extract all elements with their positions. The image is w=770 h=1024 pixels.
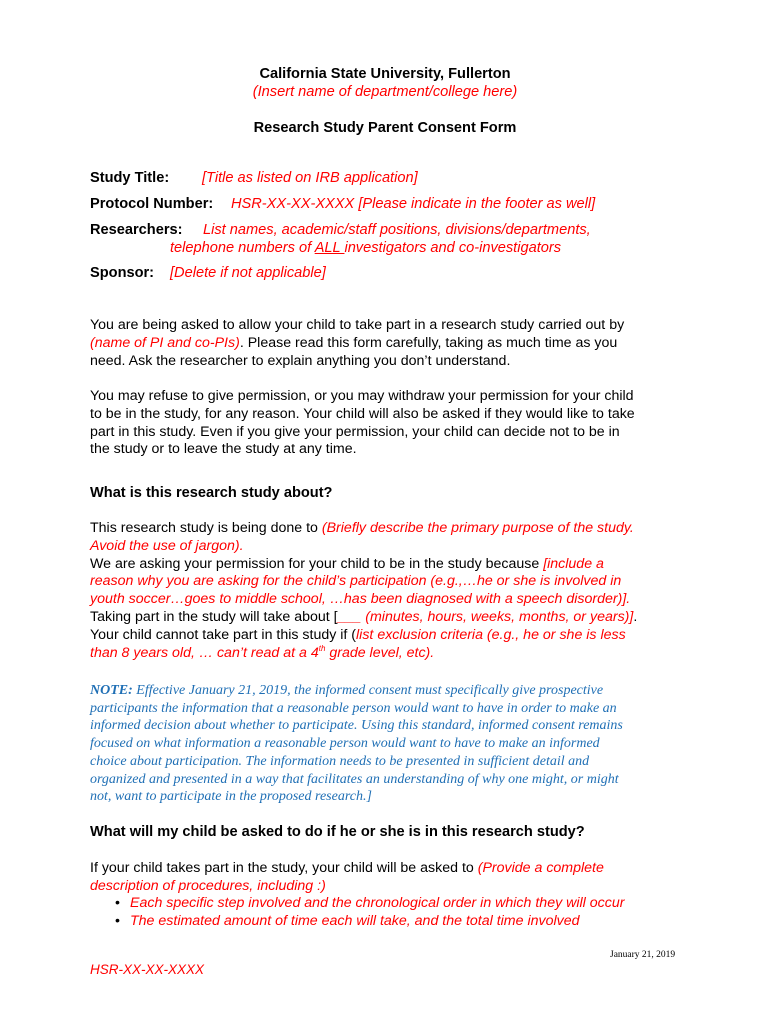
footer-protocol-number: HSR-XX-XX-XXXX bbox=[90, 962, 205, 977]
university-name: California State University, Fullerton bbox=[259, 66, 511, 82]
list-item: • Each specific step involved and the chronological order in which they will occur bbox=[115, 895, 625, 911]
form-title: Research Study Parent Consent Form bbox=[253, 120, 517, 136]
procedures-paragraph: If your child takes part in the study, your child will be asked to (Provide a complete description of procedures, including :) bbox=[90, 860, 604, 894]
intro-paragraph: You are being asked to allow your child to take part in a research study carried out by (name of PI and co-PIs). Please read this form carefully, taking as much time as you need. Ask the researcher to explain anything you don’t understand. bbox=[90, 317, 625, 369]
section-heading-child-asked: What will my child be asked to do if he or she is in this research study? bbox=[90, 824, 585, 840]
researchers-value-line1: List names, academic/staff positions, divisions/departments, bbox=[203, 222, 591, 238]
sponsor-value: [Delete if not applicable] bbox=[170, 265, 326, 281]
list-item: • The estimated amount of time each will take, and the total time involved bbox=[115, 913, 580, 929]
bullet-icon: • bbox=[115, 895, 120, 911]
study-title-value: [Title as listed on IRB application] bbox=[202, 170, 418, 186]
section-heading-study-about: What is this research study about? bbox=[90, 485, 333, 501]
protocol-value: HSR-XX-XX-XXXX [Please indicate in the footer as well] bbox=[231, 196, 596, 212]
refuse-paragraph: You may refuse to give permission, or you may withdraw your permission for your child to be in the study, for any reason. Your child will also be asked if they would like to take part in this study. Even if you give your permission, your child can decide not to be in the study or to leave the study at any time. bbox=[90, 388, 635, 458]
informed-consent-note: NOTE: Effective January 21, 2019, the informed consent must specifically give prospective participants the information that a reasonable person would want to have in order to make an informed decision about whether to participate. Using this standard, informed consent remains focused on what information a reasonable person would want to have to make an informed choice about participation. The information needs to be presented in sufficient detail and organized and presented in a way that facilitates an understanding of why one might, or might not, want to participate in the proposed research.] bbox=[90, 683, 623, 805]
study-title-label: Study Title: bbox=[90, 170, 170, 186]
study-about-paragraph: This research study is being done to (Briefly describe the primary purpose of the study. Avoid the use of jargon). We are asking your permission for your child to be in the study because [include a reason why you are asking for the child’s participation (e.g.,…he or she is involved in youth soccer…goes to middle school, …has been diagnosed with a speech disorder)]. Taking part in the study will take about [___ (minutes, hours, weeks, months, or years)]. Your child cannot take part in this study if (list exclusion criteria (e.g., he or she is less than 8 years old, … can’t read at a 4th grade level, etc). bbox=[90, 520, 638, 661]
department-placeholder: (Insert name of department/college here) bbox=[252, 84, 518, 100]
researchers-value-line2: telephone numbers of ALL investigators and co-investigators bbox=[170, 240, 562, 256]
researchers-label: Researchers: bbox=[90, 222, 183, 238]
bullet-icon: • bbox=[115, 913, 120, 929]
footer-date: January 21, 2019 bbox=[610, 950, 676, 960]
sponsor-label: Sponsor: bbox=[90, 265, 155, 281]
protocol-label: Protocol Number: bbox=[90, 196, 214, 212]
